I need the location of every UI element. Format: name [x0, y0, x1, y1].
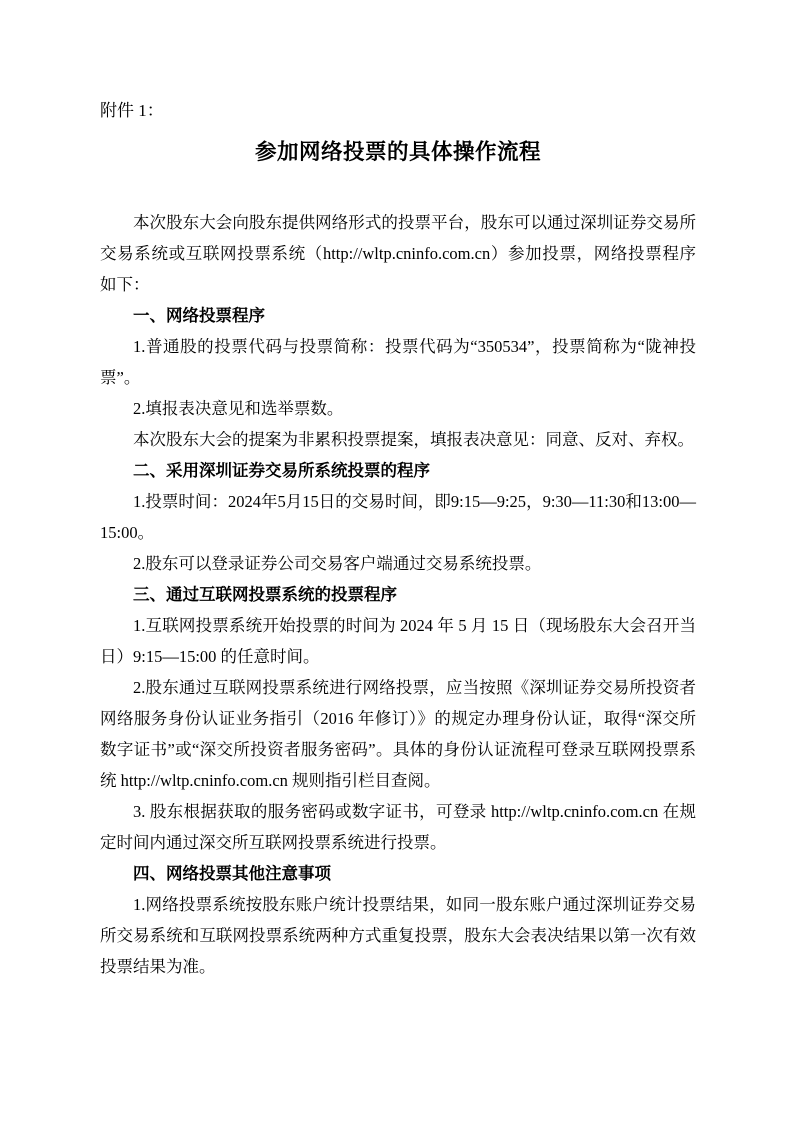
attachment-label: 附件 1： [100, 101, 164, 120]
paragraph: 1.互联网投票系统开始投票的时间为 2024 年 5 月 15 日（现场股东大会召开当日）9:15—15:00 的任意时间。 [100, 616, 696, 666]
paragraph: 本次股东大会的提案为非累积投票提案，填报表决意见：同意、反对、弃权。 [133, 430, 694, 449]
section-heading: 二、采用深圳证券交易所系统投票的程序 [133, 461, 430, 480]
paragraph: 2.股东可以登录证券公司交易客户端通过交易系统投票。 [133, 554, 542, 573]
section-heading: 一、网络投票程序 [133, 306, 265, 325]
paragraph: 1.普通股的投票代码与投票简称：投票代码为“350534”，投票简称为“陇神投票”。 [100, 337, 696, 387]
paragraph: 本次股东大会向股东提供网络形式的投票平台，股东可以通过深圳证券交易所交易系统或互联网投票系统（http://wltp.cninfo.com.cn）参加投票，网络投票程序如下： [100, 213, 696, 294]
section-heading: 四、网络投票其他注意事项 [133, 864, 331, 883]
paragraph: 1.网络投票系统按股东账户统计投票结果，如同一股东账户通过深圳证券交易所交易系统和互联网投票系统两种方式重复投票，股东大会表决结果以第一次有效投票结果为准。 [100, 895, 696, 976]
paragraph: 2.填报表决意见和选举票数。 [133, 399, 344, 418]
paragraph: 1.投票时间：2024年5月15日的交易时间，即9:15—9:25，9:30—11:30和13:00—15:00。 [100, 492, 696, 542]
document-body [100, 207, 696, 982]
page-title: 参加网络投票的具体操作流程 [254, 140, 541, 164]
paragraph: 3. 股东根据获取的服务密码或数字证书，可登录 http://wltp.cninfo.com.cn 在规定时间内通过深交所互联网投票系统进行投票。 [100, 802, 696, 852]
paragraph: 2.股东通过互联网投票系统进行网络投票，应当按照《深圳证券交易所投资者网络服务身份认证业务指引（2016 年修订）》的规定办理身份认证，取得“深交所数字证书”或“深交所投资者服务密码”。具体的身份认证流程可登录互联网投票系统 http://wltp.cninfo.com.cn 规则指引栏目查阅。 [100, 678, 696, 790]
section-heading: 三、通过互联网投票系统的投票程序 [133, 585, 397, 604]
